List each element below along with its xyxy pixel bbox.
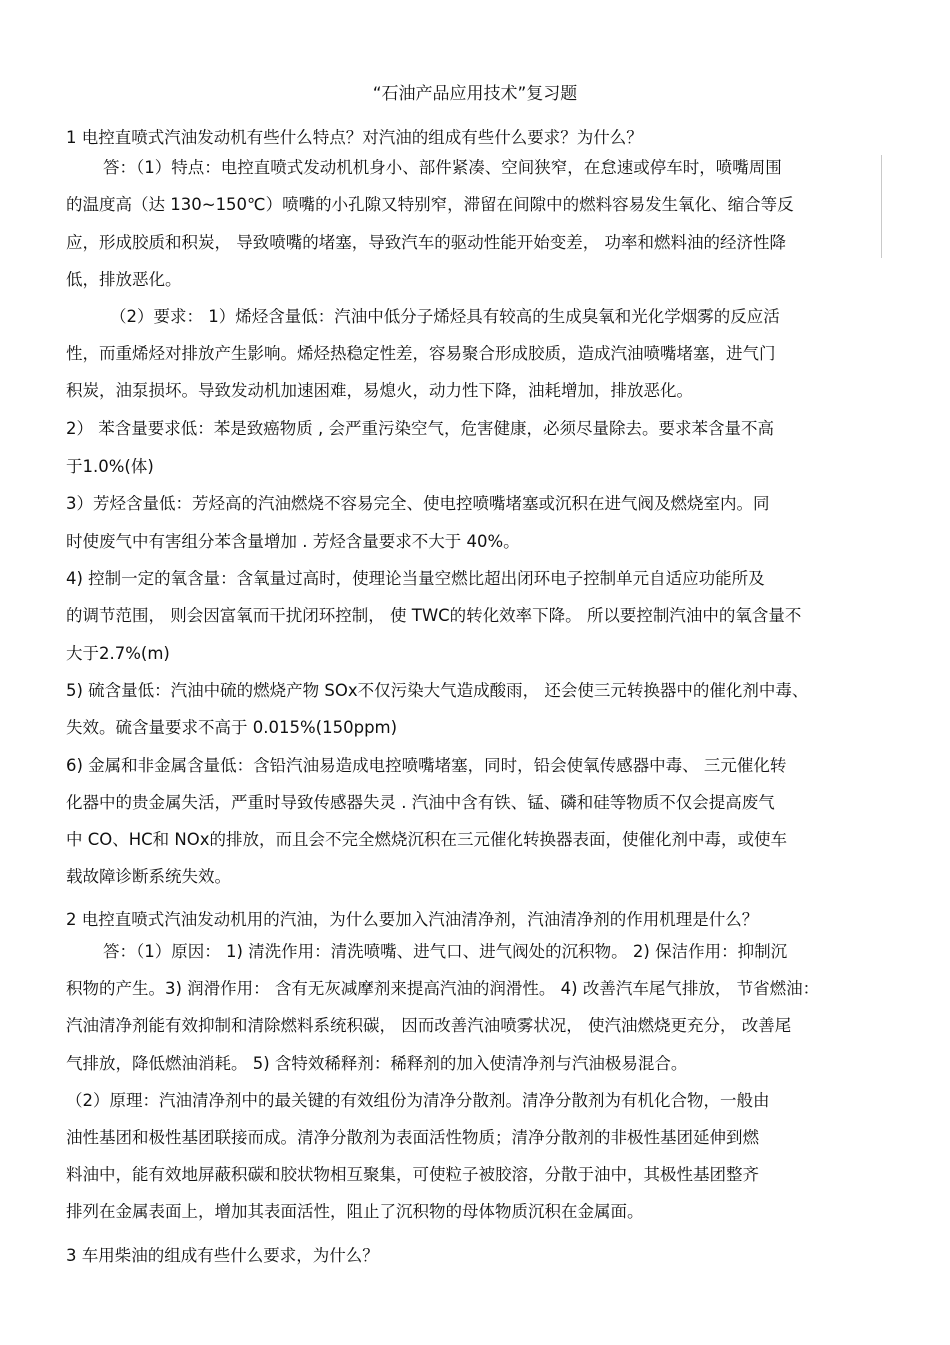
margin-rule [881, 155, 882, 258]
text-line: 积炭，油泵损坏。导致发动机加速困难，易熄火，动力性下降，油耗增加，排放恶化。 [66, 381, 693, 400]
text-line: 中 CO、HC和 NOx的排放，而且会不完全燃烧沉积在三元催化转换器表面，使催化剂中毒，或使车 [66, 830, 788, 849]
text-line: 的温度高（达 130~150℃）喷嘴的小孔隙又特别窄，滞留在间隙中的燃料容易发生氧化、缩合等反 [66, 195, 794, 214]
text-line: 于1.0%(体) [66, 457, 154, 476]
question-2: 2 电控直喷式汽油发动机用的汽油，为什么要加入汽油清净剂，汽油清净剂的作用机理是什么？ [66, 910, 759, 929]
document-title: “石油产品应用技术”复习题 [372, 84, 578, 104]
text-line: 5) 硫含量低：汽油中硫的燃烧产物 SOx不仅污染大气造成酸雨， 还会使三元转换器中的催化剂中毒、 [66, 681, 809, 700]
text-line: 性，而重烯烃对排放产生影响。烯烃热稳定性差，容易聚合形成胶质，造成汽油喷嘴堵塞，进气门 [66, 344, 776, 363]
text-line: 汽油清净剂能有效抑制和清除燃料系统积碳， 因而改善汽油喷雾状况， 使汽油燃烧更充分， 改善尾 [66, 1016, 792, 1035]
text-line: 答：（1）特点：电控直喷式发动机机身小、部件紧凑、空间狭窄，在怠速或停车时，喷嘴周围 [103, 158, 782, 177]
question-3: 3 车用柴油的组成有些什么要求，为什么？ [66, 1246, 379, 1265]
text-line: （2）要求： 1）烯烃含量低：汽油中低分子烯烃具有较高的生成臭氧和光化学烟雾的反应活 [110, 307, 780, 326]
text-line: 料油中，能有效地屏蔽积碳和胶状物相互聚集，可使粒子被胶溶，分散于油中，其极性基团整齐 [66, 1165, 759, 1184]
text-line: 2） 苯含量要求低：苯是致癌物质 , 会严重污染空气，危害健康，必须尽量除去。要求苯含量不高 [66, 419, 774, 438]
text-line: 积物的产生。3) 润滑作用： 含有无灰减摩剂来提高汽油的润滑性。 4) 改善汽车尾气排放， 节省燃油： [66, 979, 820, 998]
text-line: 时使废气中有害组分苯含量增加 . 芳烃含量要求不大于 40%。 [66, 532, 520, 551]
text-line: 载故障诊断系统失效。 [66, 867, 231, 886]
text-line: 化器中的贵金属失活，严重时导致传感器失灵 . 汽油中含有铁、锰、磷和硅等物质不仅会提高废气 [66, 793, 775, 812]
text-line: 失效。硫含量要求不高于 0.015%(150ppm) [66, 718, 398, 737]
text-line: 6) 金属和非金属含量低：含铅汽油易造成电控喷嘴堵塞，同时，铅会使氧传感器中毒、 三元催化转 [66, 756, 787, 775]
text-line: 4) 控制一定的氧含量：含氧量过高时，使理论当量空燃比超出闭环电子控制单元自适应功能所及 [66, 569, 765, 588]
text-line: 大于2.7%(m) [66, 644, 170, 663]
text-line: 的调节范围， 则会因富氧而干扰闭环控制， 使 TWC的转化效率下降。 所以要控制汽油中的氧含量不 [66, 606, 802, 625]
text-line: 低，排放恶化。 [66, 270, 182, 289]
text-line: 答：（1）原因： 1) 清洗作用：清洗喷嘴、进气口、进气阀处的沉积物。 2) 保洁作用：抑制沉 [103, 942, 788, 961]
text-line: 气排放，降低燃油消耗。 5) 含特效稀释剂：稀释剂的加入使清净剂与汽油极易混合。 [66, 1054, 688, 1073]
text-line: （2）原理：汽油清净剂中的最关键的有效组份为清净分散剂。清净分散剂为有机化合物，一般由 [66, 1091, 770, 1110]
text-line: 3）芳烃含量低：芳烃高的汽油燃烧不容易完全、使电控喷嘴堵塞或沉积在进气阀及燃烧室内。同 [66, 494, 770, 513]
text-line: 油性基团和极性基团联接而成。清净分散剂为表面活性物质；清净分散剂的非极性基团延伸到燃 [66, 1128, 759, 1147]
text-line: 应，形成胶质和积炭， 导致喷嘴的堵塞，导致汽车的驱动性能开始变差， 功率和燃料油的经济性降 [66, 233, 786, 252]
text-line: 排列在金属表面上，增加其表面活性，阻止了沉积物的母体物质沉积在金属面。 [66, 1202, 644, 1221]
question-1: 1 电控直喷式汽油发动机有些什么特点？对汽油的组成有些什么要求？为什么？ [66, 128, 643, 147]
